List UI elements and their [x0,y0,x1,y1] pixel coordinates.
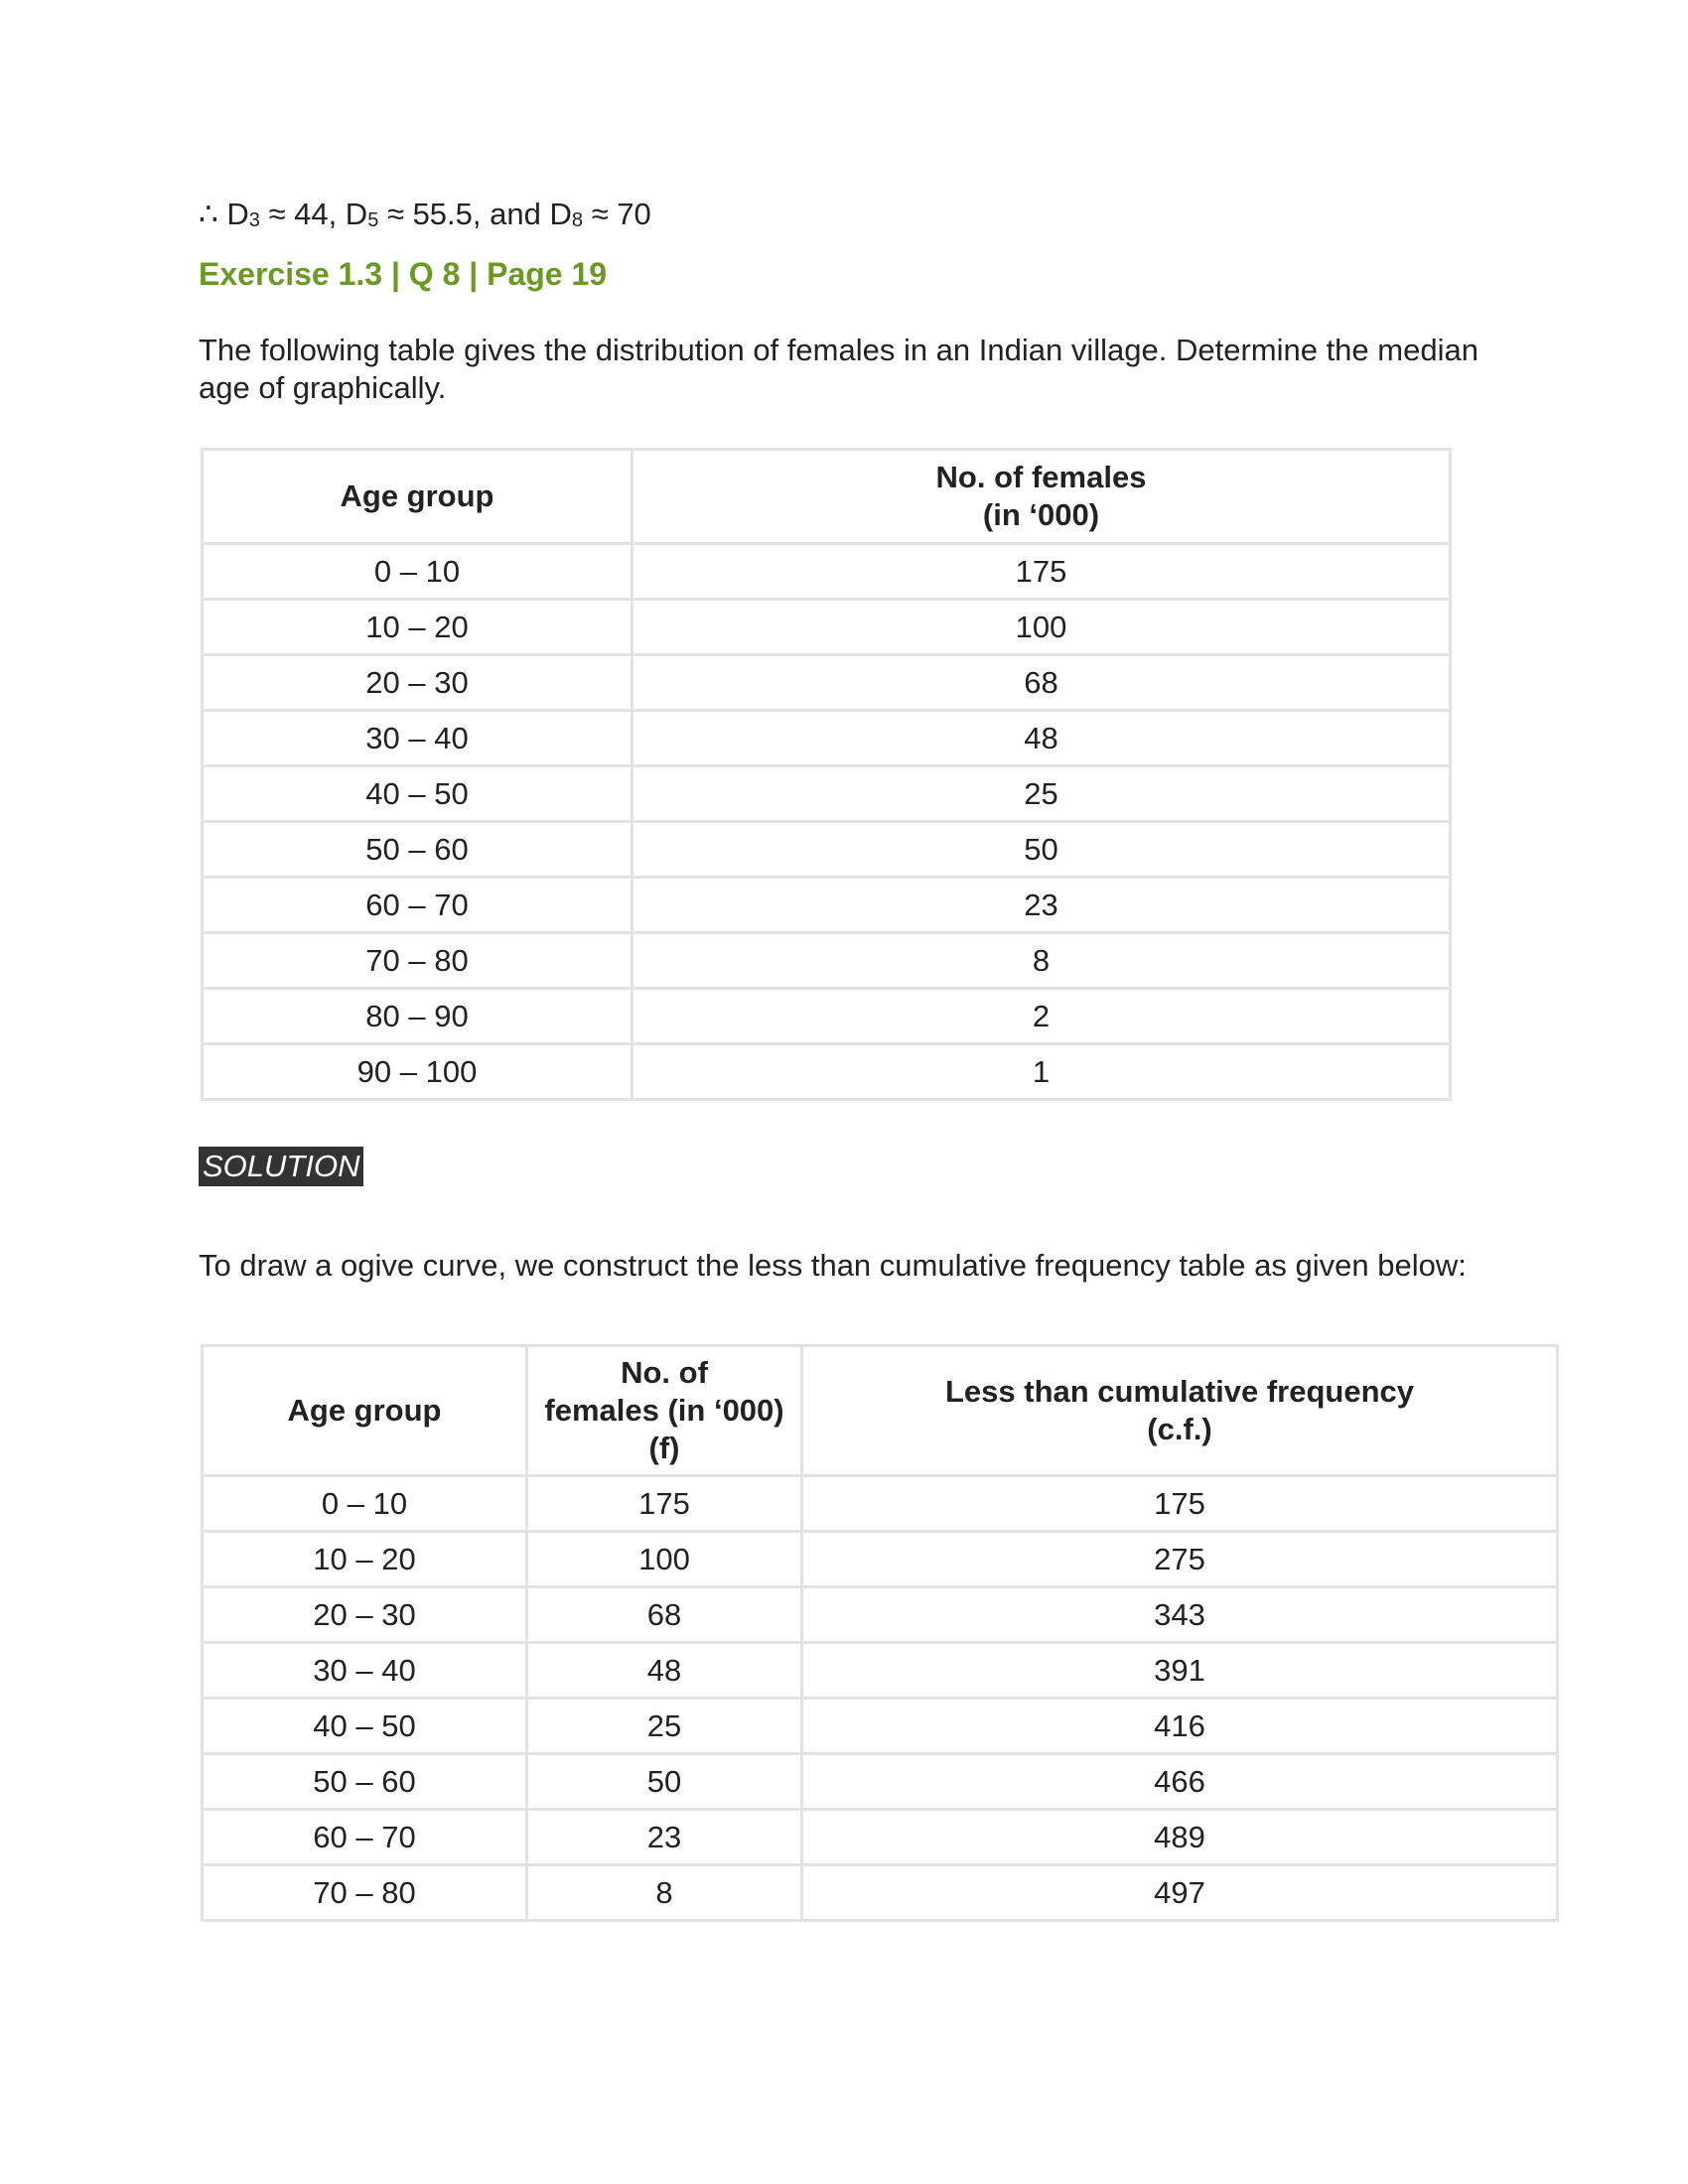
age-cell: 10 – 20 [203,600,633,655]
subscript: 8 [571,209,583,231]
cf-cell: 497 [802,1865,1558,1921]
age-cell: 40 – 50 [203,766,633,822]
table-row [203,822,1451,878]
table-header-row [203,1346,1558,1476]
age-cell: 50 – 60 [203,1754,527,1810]
age-cell: 80 – 90 [203,989,633,1044]
cumulative-frequency-table [201,1344,1559,1922]
females-cell: 50 [633,822,1451,878]
cf-cell: 343 [802,1587,1558,1643]
cf-cell: 391 [802,1643,1558,1699]
age-cell: 50 – 60 [203,822,633,878]
table-row [203,1699,1558,1754]
females-cell: 23 [633,878,1451,933]
header-age-group: Age group [203,1346,527,1476]
table-row [203,989,1451,1044]
age-cell: 60 – 70 [203,878,633,933]
age-cell: 0 – 10 [203,544,633,600]
females-cell: 175 [527,1476,802,1532]
table-header-row [203,450,1451,544]
header-line: No. of [621,1355,708,1390]
table-row [203,1587,1558,1643]
table-row [203,544,1451,600]
cf-cell: 489 [802,1810,1558,1865]
age-cell: 90 – 100 [203,1044,633,1100]
females-cell: 68 [527,1587,802,1643]
females-cell: 25 [527,1699,802,1754]
females-cell: 48 [633,711,1451,766]
solution-text: To draw a ogive curve, we construct the less than cumulative frequency table as given below: [199,1248,1467,1283]
cf-cell: 416 [802,1699,1558,1754]
females-cell: 25 [633,766,1451,822]
table-row [203,1754,1558,1810]
exercise-heading: Exercise 1.3 | Q 8 | Page 19 [199,256,608,292]
table-row [203,766,1451,822]
females-cell: 23 [527,1810,802,1865]
header-line: No. of females [935,460,1147,494]
females-cell: 8 [527,1865,802,1921]
cf-cell: 175 [802,1476,1558,1532]
females-cell: 2 [633,989,1451,1044]
solution-label: SOLUTION [199,1147,363,1186]
table-row [203,878,1451,933]
table-row [203,711,1451,766]
cf-cell: 466 [802,1754,1558,1810]
header-cumulative-frequency [802,1346,1558,1476]
females-cell: 1 [633,1044,1451,1100]
question-text: The following table gives the distribution of females in an Indian village. Determine the median age of graphically. [199,333,1478,405]
table-row [203,933,1451,989]
result-text: ∴ D [199,197,249,231]
header-age-group: Age group [203,450,633,544]
cf-cell: 275 [802,1532,1558,1587]
header-no-of-females [527,1346,802,1476]
header-line: Less than cumulative frequency [944,1374,1415,1409]
females-cell: 50 [527,1754,802,1810]
age-cell: 10 – 20 [203,1532,527,1587]
result-text: ≈ 44, D [259,197,368,231]
age-cell: 20 – 30 [203,1587,527,1643]
age-cell: 40 – 50 [203,1699,527,1754]
result-text: ≈ 55.5, and D [378,197,572,231]
table-row [203,600,1451,655]
age-cell: 70 – 80 [203,933,633,989]
age-cell: 20 – 30 [203,655,633,711]
header-line: (c.f.) [1147,1412,1212,1446]
females-cell: 8 [633,933,1451,989]
age-cell: 70 – 80 [203,1865,527,1921]
female-distribution-table [201,448,1452,1101]
age-cell: 30 – 40 [203,711,633,766]
subscript: 3 [248,209,260,231]
header-no-of-females [633,450,1451,544]
subscript: 5 [367,209,379,231]
females-cell: 175 [633,544,1451,600]
age-cell: 30 – 40 [203,1643,527,1699]
table-row [203,1810,1558,1865]
table-row [203,1532,1558,1587]
header-line: (in ‘000) [982,497,1100,532]
females-cell: 100 [527,1532,802,1587]
result-text: ≈ 70 [582,197,651,231]
table-row [203,1865,1558,1921]
header-line: females (in ‘000) [544,1393,784,1428]
females-cell: 68 [633,655,1451,711]
header-line: (f) [648,1431,680,1465]
table-row [203,1476,1558,1532]
females-cell: 48 [527,1643,802,1699]
table-row [203,655,1451,711]
decile-result-line [199,197,651,232]
table-row [203,1643,1558,1699]
age-cell: 0 – 10 [203,1476,527,1532]
age-cell: 60 – 70 [203,1810,527,1865]
females-cell: 100 [633,600,1451,655]
table-row [203,1044,1451,1100]
